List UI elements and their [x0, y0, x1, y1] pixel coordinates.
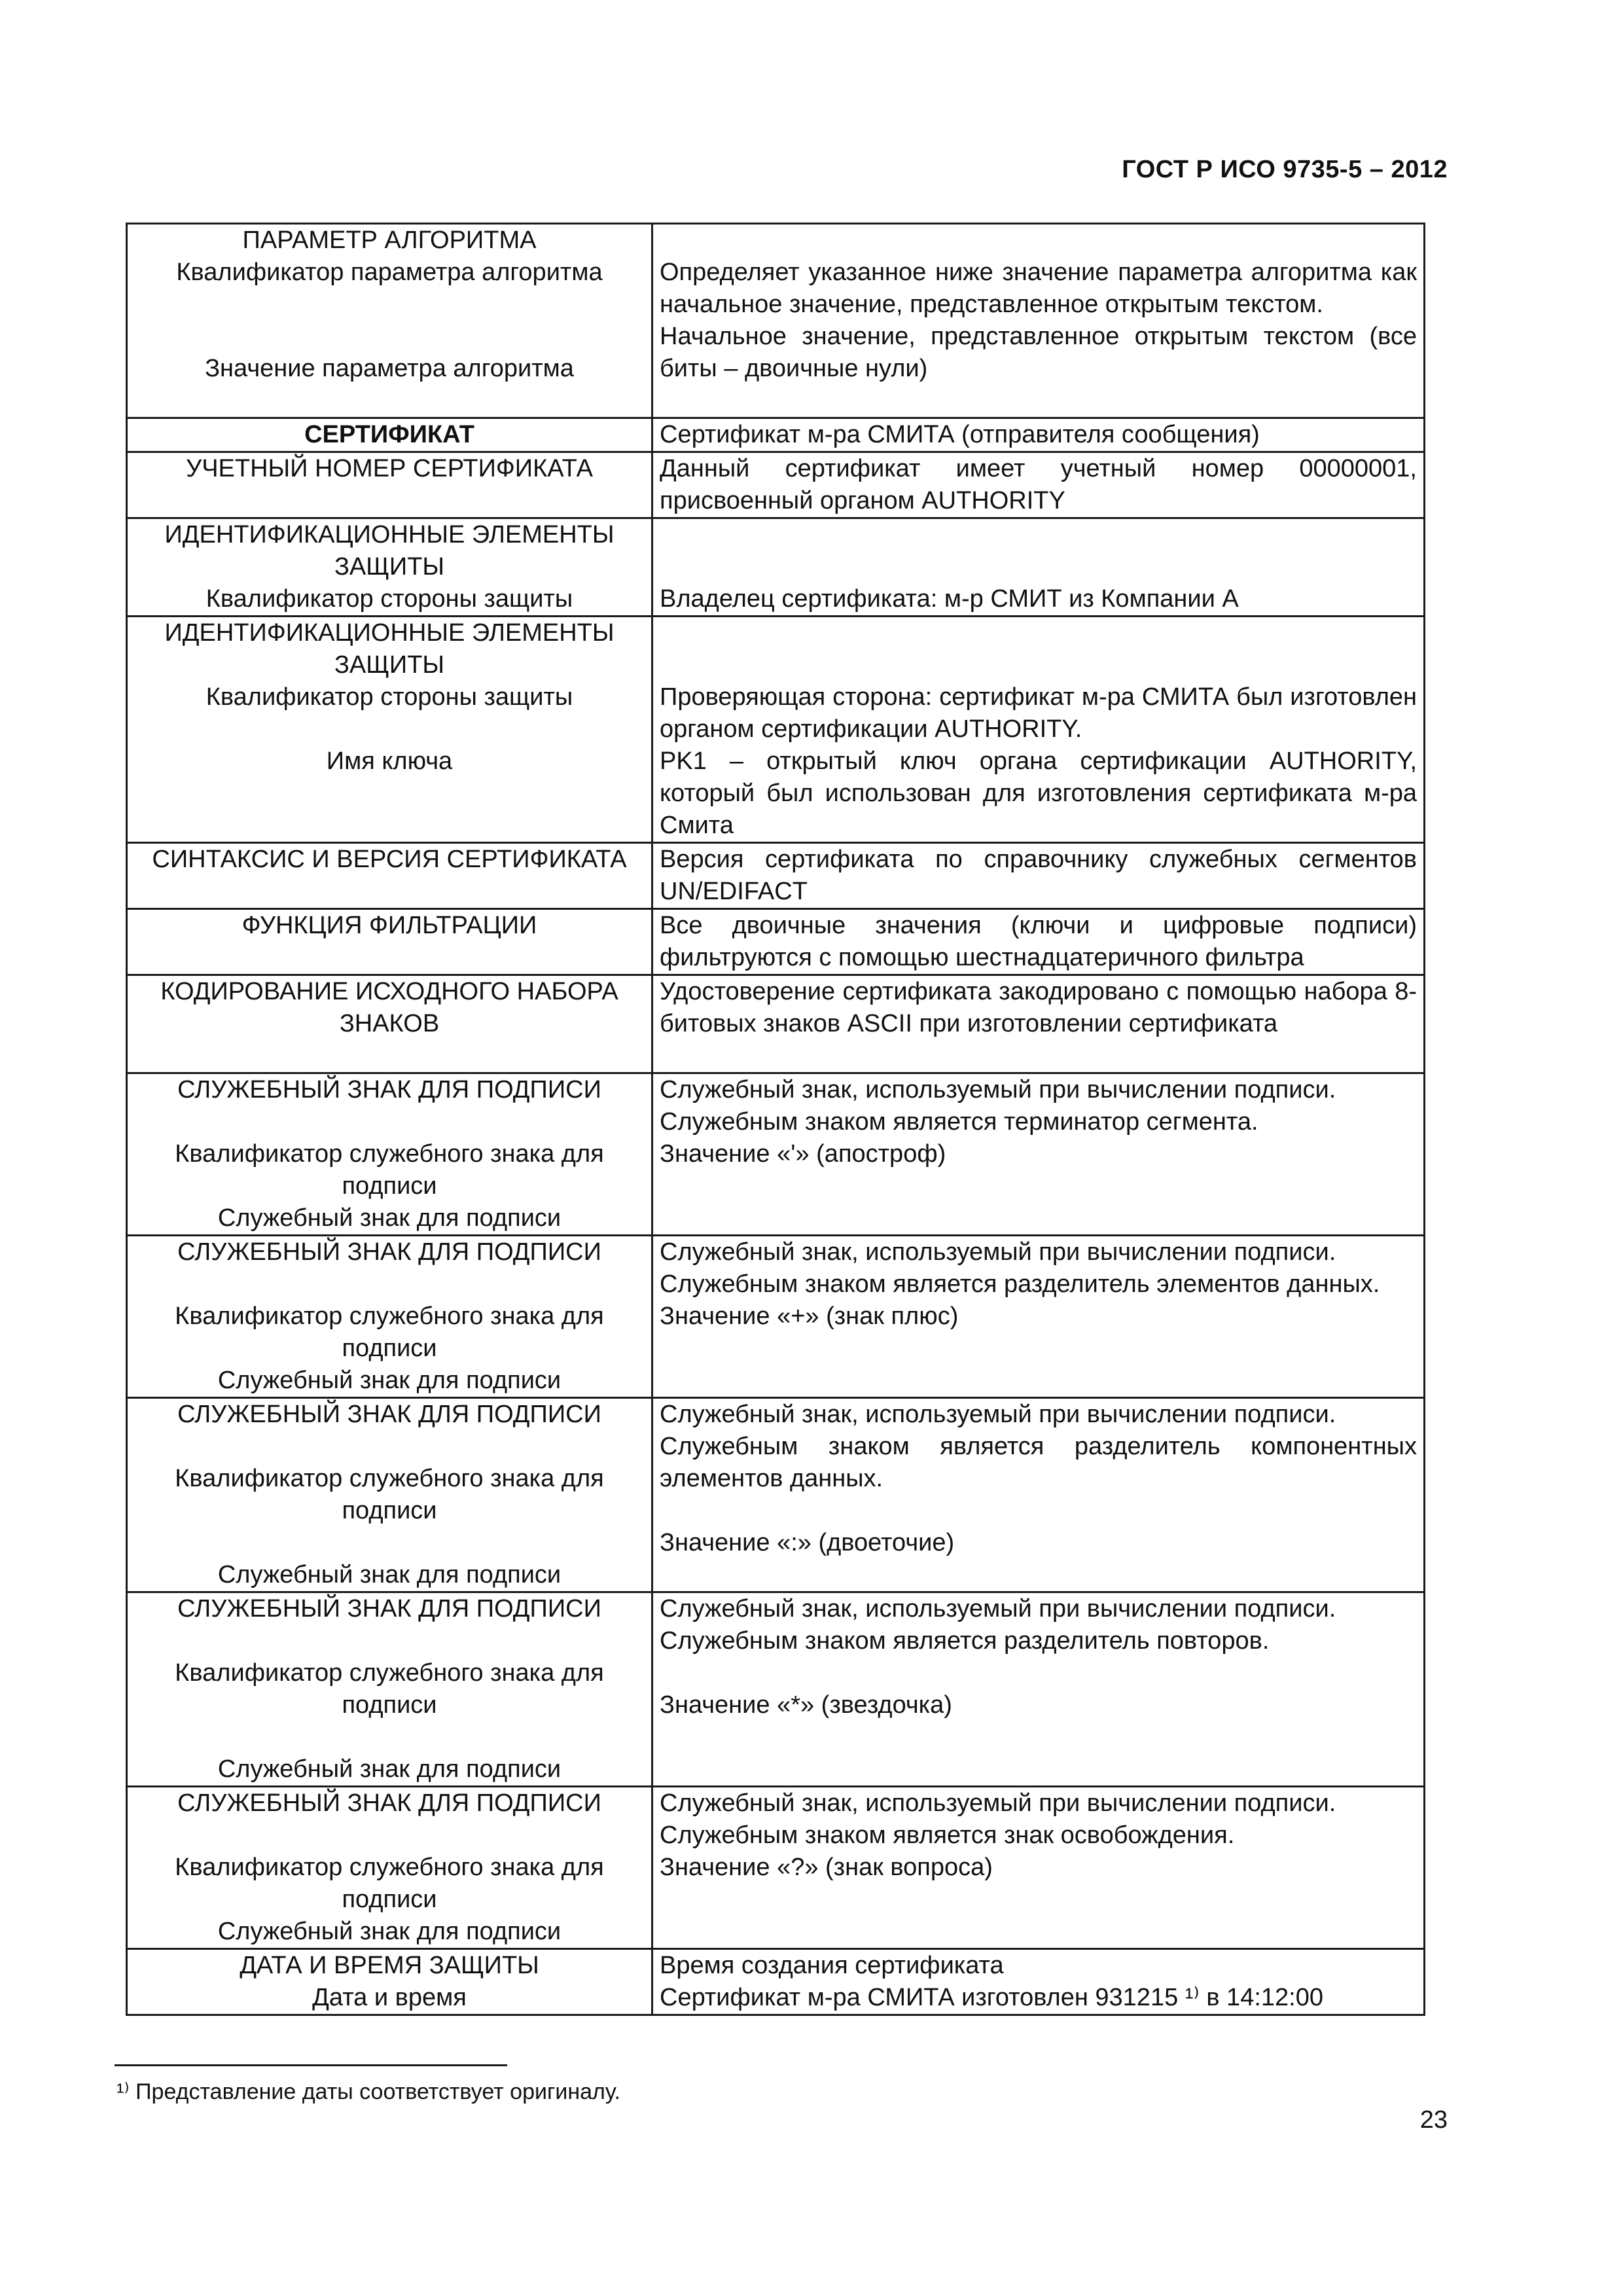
parameter-cell	[127, 452, 652, 518]
parameter-line: СЛУЖЕБНЫЙ ЗНАК ДЛЯ ПОДПИСИ	[177, 1076, 601, 1103]
parameter-line	[134, 713, 645, 745]
value-cell	[652, 1236, 1425, 1398]
value-line	[660, 1657, 1417, 1689]
value-line: Данный сертификат имеет учетный номер 00000001, присвоенный органом AUTHORITY	[660, 455, 1417, 514]
parameter-line	[134, 485, 645, 517]
value-line: Служебный знак, используемый при вычислении подписи.	[660, 1238, 1336, 1266]
value-line	[660, 1495, 1417, 1527]
value-line: Служебный знак, используемый при вычислении подписи.	[660, 1789, 1336, 1817]
value-cell	[652, 1949, 1425, 2015]
parameter-line: Служебный знак для подписи	[217, 1755, 562, 1783]
value-line	[660, 649, 1417, 681]
value-line: Служебный знак, используемый при вычислении подписи.	[660, 1595, 1336, 1623]
value-line: Служебный знак, используемый при вычислении подписи.	[660, 1401, 1336, 1428]
value-cell	[652, 1398, 1425, 1592]
parameter-line: Квалификатор служебного знака для подписи	[175, 1659, 604, 1719]
table-row	[127, 1949, 1425, 2015]
value-line: Время создания сертификата	[660, 1952, 1004, 1979]
value-line: Значение «?» (знак вопроса)	[660, 1854, 993, 1881]
parameter-line	[134, 321, 645, 353]
parameter-line	[134, 1106, 645, 1138]
certificate-parameters-table	[126, 223, 1425, 2016]
table-row	[127, 418, 1425, 452]
value-cell	[652, 617, 1425, 843]
footnote: ¹⁾ Представление даты соответствует оригиналу.	[116, 2079, 620, 2104]
value-line: Служебным знаком является разделитель компонентных элементов данных.	[660, 1433, 1417, 1492]
value-cell	[652, 224, 1425, 418]
parameter-line: Имя ключа	[326, 747, 453, 775]
table-row	[127, 452, 1425, 518]
parameter-line: Квалификатор служебного знака для подписи	[175, 1854, 604, 1913]
parameter-cell	[127, 843, 652, 909]
parameter-line: СЕРТИФИКАТ	[304, 421, 474, 448]
value-cell	[652, 1592, 1425, 1787]
value-line: Определяет указанное ниже значение параметра алгоритма как начальное значение, представленное открытым текстом.	[660, 259, 1417, 318]
value-line	[660, 224, 1417, 257]
parameter-line: СИНТАКСИС И ВЕРСИЯ СЕРТИФИКАТА	[152, 846, 627, 873]
value-cell	[652, 1787, 1425, 1949]
parameter-line	[134, 1268, 645, 1300]
parameter-line: Служебный знак для подписи	[217, 1918, 562, 1945]
value-line: Сертификат м-ра СМИТА изготовлен 931215 ¹⁾ в 14:12:00	[660, 1984, 1323, 2011]
table-row	[127, 1398, 1425, 1592]
page-number: 23	[1419, 2106, 1448, 2134]
value-cell	[652, 975, 1425, 1073]
parameter-line: СЛУЖЕБНЫЙ ЗНАК ДЛЯ ПОДПИСИ	[177, 1238, 601, 1266]
parameter-line: ФУНКЦИЯ ФИЛЬТРАЦИИ	[241, 912, 537, 939]
table-row	[127, 1073, 1425, 1236]
parameter-line: Квалификатор параметра алгоритма	[176, 259, 603, 286]
parameter-cell	[127, 975, 652, 1073]
parameter-line	[134, 778, 645, 810]
value-line: Значение «:» (двоеточие)	[660, 1529, 955, 1556]
document-header: ГОСТ Р ИСО 9735-5 – 2012	[1122, 156, 1448, 183]
value-line: Значение «'» (апостроф)	[660, 1140, 946, 1168]
value-line: Служебным знаком является разделитель повторов.	[660, 1627, 1270, 1655]
table-row	[127, 224, 1425, 418]
value-cell	[652, 909, 1425, 975]
table-row	[127, 843, 1425, 909]
parameter-cell	[127, 1787, 652, 1949]
parameter-cell	[127, 1592, 652, 1787]
value-cell	[652, 418, 1425, 452]
parameter-line: КОДИРОВАНИЕ ИСХОДНОГО НАБОРА ЗНАКОВ	[160, 978, 618, 1037]
parameter-line	[134, 1431, 645, 1463]
parameter-cell	[127, 418, 652, 452]
parameter-cell	[127, 224, 652, 418]
parameter-line: ИДЕНТИФИКАЦИОННЫЕ ЭЛЕМЕНТЫ ЗАЩИТЫ	[164, 619, 615, 679]
parameter-line	[134, 1721, 645, 1753]
table-row	[127, 975, 1425, 1073]
parameter-cell	[127, 617, 652, 843]
table-row	[127, 1236, 1425, 1398]
value-cell	[652, 843, 1425, 909]
parameter-line	[134, 1625, 645, 1657]
parameter-cell	[127, 1236, 652, 1398]
parameter-line: Значение параметра алгоритма	[205, 355, 574, 382]
value-line: Версия сертификата по справочнику служебных сегментов UN/EDIFACT	[660, 846, 1417, 905]
value-cell	[652, 1073, 1425, 1236]
parameter-line: СЛУЖЕБНЫЙ ЗНАК ДЛЯ ПОДПИСИ	[177, 1789, 601, 1817]
value-line: Служебным знаком является терминатор сегмента.	[660, 1108, 1258, 1136]
value-line: PK1 – открытый ключ органа сертификации AUTHORITY, который был использован для изготовления сертификата м-ра Смита	[660, 747, 1417, 839]
parameter-line: Дата и время	[312, 1984, 467, 2011]
value-cell	[652, 518, 1425, 617]
parameter-line: Служебный знак для подписи	[217, 1204, 562, 1232]
parameter-line: Служебный знак для подписи	[217, 1367, 562, 1394]
value-line: Служебным знаком является знак освобождения.	[660, 1821, 1235, 1849]
parameter-line: ПАРАМЕТР АЛГОРИТМА	[242, 226, 537, 254]
parameter-line	[134, 1527, 645, 1559]
parameter-line: Квалификатор служебного знака для подписи	[175, 1140, 604, 1200]
parameter-line: Служебный знак для подписи	[217, 1561, 562, 1588]
table-row	[127, 518, 1425, 617]
value-line: Начальное значение, представленное открытым текстом (все биты – двоичные нули)	[660, 323, 1417, 382]
table-row	[127, 909, 1425, 975]
value-line: Служебным знаком является разделитель элементов данных.	[660, 1270, 1380, 1298]
parameter-cell	[127, 1398, 652, 1592]
parameter-line: СЛУЖЕБНЫЙ ЗНАК ДЛЯ ПОДПИСИ	[177, 1595, 601, 1623]
table-row	[127, 1592, 1425, 1787]
parameter-line: Квалификатор стороны защиты	[205, 683, 573, 711]
value-line: Значение «+» (знак плюс)	[660, 1302, 959, 1330]
table-row	[127, 617, 1425, 843]
parameter-line: УЧЕТНЫЙ НОМЕР СЕРТИФИКАТА	[186, 455, 593, 482]
footnote-separator	[115, 2064, 507, 2066]
value-line: Значение «*» (звездочка)	[660, 1691, 952, 1719]
value-line: Владелец сертификата: м-р СМИТ из Компании А	[660, 585, 1239, 613]
value-line	[660, 551, 1417, 583]
value-line: Сертификат м-ра СМИТА (отправителя сообщения)	[660, 421, 1260, 448]
value-line	[660, 617, 1417, 649]
value-line	[660, 519, 1417, 551]
value-cell	[652, 452, 1425, 518]
parameter-line: Квалификатор служебного знака для подписи	[175, 1302, 604, 1362]
value-line: Удостоверение сертификата закодировано с помощью набора 8-битовых знаков ASCII при изготовлении сертификата	[660, 978, 1417, 1037]
parameter-line	[134, 289, 645, 321]
parameter-line	[134, 942, 645, 974]
parameter-line: ИДЕНТИФИКАЦИОННЫЕ ЭЛЕМЕНТЫ ЗАЩИТЫ	[164, 521, 615, 581]
parameter-line: Квалификатор стороны защиты	[205, 585, 573, 613]
parameter-line	[134, 1040, 645, 1072]
value-line: Все двоичные значения (ключи и цифровые подписи) фильтруются с помощью шестнадцатеричного фильтра	[660, 912, 1417, 971]
parameter-cell	[127, 1073, 652, 1236]
parameter-line: ДАТА И ВРЕМЯ ЗАЩИТЫ	[240, 1952, 539, 1979]
parameter-line	[134, 810, 645, 842]
table-row	[127, 1787, 1425, 1949]
parameter-cell	[127, 518, 652, 617]
parameter-cell	[127, 909, 652, 975]
parameter-line: Квалификатор служебного знака для подписи	[175, 1465, 604, 1524]
parameter-line	[134, 1820, 645, 1852]
parameter-line: СЛУЖЕБНЫЙ ЗНАК ДЛЯ ПОДПИСИ	[177, 1401, 601, 1428]
value-line: Проверяющая сторона: сертификат м-ра СМИТА был изготовлен органом сертификации AUTHORITY.	[660, 683, 1417, 743]
value-line: Служебный знак, используемый при вычислении подписи.	[660, 1076, 1336, 1103]
parameter-cell	[127, 1949, 652, 2015]
parameter-line	[134, 385, 645, 417]
